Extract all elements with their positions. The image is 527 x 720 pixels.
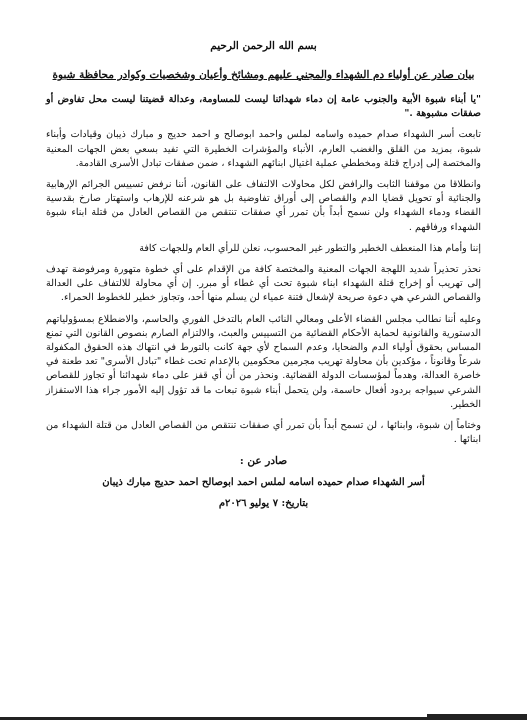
paragraph-warning: نحذر تحذيراً شديد اللهجة الجهات المعنية والمختصة كافة من الإقدام على أي خطوة متهورة ومرفوضة تهدف إلى تهريب أو إخراج قتلة الشهداء ابناء شبوة تحت أي غطاء أو مبرر. إن أي محاولة للالتفاف على العدالة والقصاص الشرعي هي دعوة صريحة لإشعال فتنة عمياء لن يسلم منها أحد، وتجاوز خطير للخطوط الحمراء. bbox=[46, 264, 481, 304]
paragraph-position: وانطلاقا من موقفنا الثابت والرافض لكل محاولات الالتفاف على القانون، أننا نرفض تسييس الجرائم الإرهابية والجنائية أو تحويل قضايا الدم والقصاص إلى أوراق تفاوضية بل هو شرعنه للإرهاب واستهتار صارخ بقدسية القضاء ودماء الشهداء ولن نسمح أبداً بأن تمرر أي صفقات تنتقص من القصاص العادل من قتلة ابناء شبوة الشهداء ورفاقهم . bbox=[46, 179, 481, 233]
paragraph-opening-quote: "يا أبناء شبوة الأبية والجنوب عامة إن دماء شهدائنا ليست للمساومة، وعدالة قضيتنا ليست محل تفاوض أو صفقات مشبوهة ." bbox=[46, 94, 481, 120]
issued-by-label: صادر عن : bbox=[239, 455, 288, 468]
paragraph-demands: وعليه أننا نطالب مجلس القضاء الأعلى ومعالي النائب العام بالتدخل الفوري والحاسم، والاضطلاع بمسؤولياتهم الدستورية والقانونية لحماية الأحكام القضائية من التسييس والعبث، والالتزام الصارم بنصوص القانون التي تمنع المساس بحقوق أولياء الدم والضحايا، وعدم السماح لأي جهة كانت بالتورط في انتهاك هذه الحقوق المكفولة شرعاً وقانوناً ، مؤكدين بأن محاولة تهريب مجرمين محكومين بالإعدام تحت غطاء "تبادل الأسرى" تعد طعنة في خاصرة العدالة، وهدماً لمؤسسات الدولة القضائية. ونحذر من أن أي قفز على دماء شهدائنا أو تجاوز للقصاص الشرعي سيواجه بردود أفعال حاسمة، ولن يتحمل أبناء شبوة تبعات ما قد تؤول إليه الأمور جراء هذا الاستفزاز الخطير. bbox=[46, 313, 481, 410]
paragraph-announcement: إننا وأمام هذا المنعطف الخطير والتطور غير المحسوب، نعلن للرأي العام وللجهات كافة bbox=[139, 242, 481, 254]
statement-date: بتاريخ: ٧ يوليو ٢٠٢٦م bbox=[218, 498, 309, 510]
document-content bbox=[46, 40, 481, 509]
bottom-scan-edge-dark bbox=[427, 714, 527, 720]
paragraph-followup: تابعت أسر الشهداء صدام حميده واسامه لملس واحمد ابوصالح و احمد حديج و مبارك ذيبان وقيادات وأبناء شبوة، بمزيد من القلق والغضب العارم، الأنباء والمؤشرات الخطيرة التي تفيد بسعي بعض الجهات المعنية والمختصة إلى إدراج قتلة ومخططي عملية اغتيال ابنائهم الشهداء ، ضمن صفقات تبادل الأسرى القادمة. bbox=[46, 129, 481, 169]
issued-by-families: أسر الشهداء صدام حميده اسامه لملس احمد ابوصالح احمد حديج مبارك ذيبان bbox=[102, 477, 425, 489]
statement-title: بيان صادر عن أولياء دم الشهداء والمجني عليهم ومشائخ وأعيان وشخصيات وكوادر محافظة شبوة bbox=[52, 69, 475, 81]
basmala: بسم الله الرحمن الرحيم bbox=[210, 40, 317, 52]
paragraph-closing: وختاماً إن شبوة، وابنائها ، لن تسمح أبداً بأن تمرر أي صفقات تنتقص من القصاص العادل من قتلة الشهداء من ابنائها . bbox=[46, 420, 481, 446]
